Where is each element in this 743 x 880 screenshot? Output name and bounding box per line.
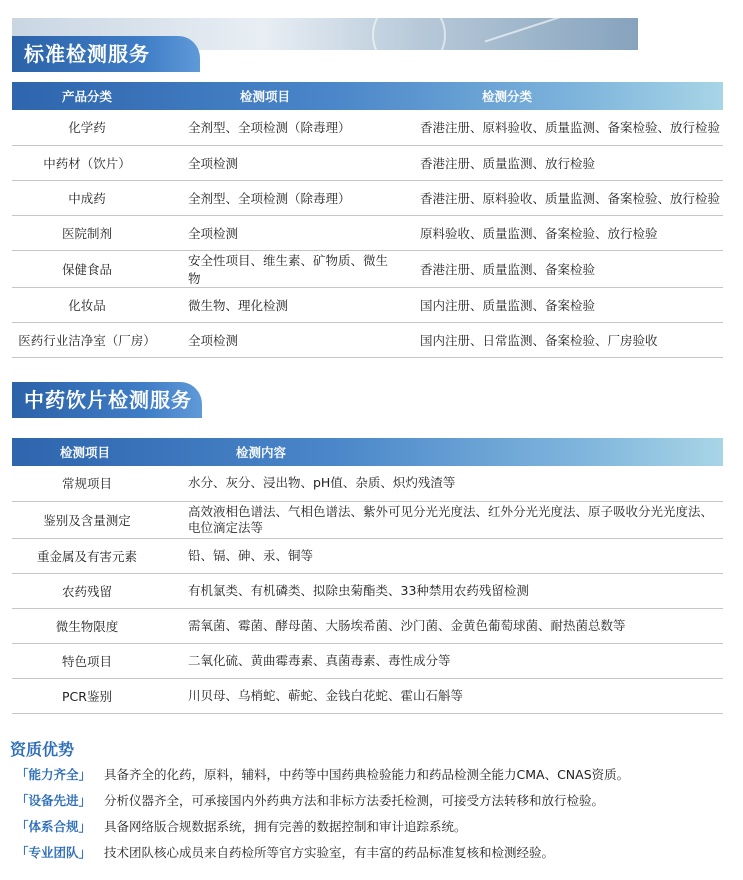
table-row: [12, 110, 723, 145]
cell-type: 香港注册、原料验收、质量监测、备案检验、放行检验: [392, 110, 723, 145]
table-header-row: [12, 82, 723, 110]
cell-items: 安全性项目、维生素、矿物质、微生物: [162, 250, 392, 287]
cell-item: 特色项目: [12, 643, 162, 678]
cell-category: 化妆品: [12, 287, 162, 322]
qualification-text: 具备网络版合规数据系统，拥有完善的数据控制和审计追踪系统。: [104, 819, 467, 834]
column-header-type: 检测分类: [482, 89, 533, 104]
cell-content: 铅、镉、砷、汞、铜等: [162, 538, 723, 573]
cell-type: 香港注册、原料验收、质量监测、备案检验、放行检验: [392, 180, 723, 215]
qualification-text: 分析仪器齐全，可承接国内外药典方法和非标方法委托检测，可接受方法转移和放行检验。: [104, 793, 605, 808]
cell-type: 香港注册、质量监测、放行检验: [392, 145, 723, 180]
cell-content: 有机氯类、有机磷类、拟除虫菊酯类、33种禁用农药残留检测: [162, 573, 723, 608]
table-header-row: [12, 438, 723, 466]
cell-item: 重金属及有害元素: [12, 538, 162, 573]
cell-items: 全项检测: [162, 145, 392, 180]
cell-content: 川贝母、乌梢蛇、蕲蛇、金钱白花蛇、霍山石斛等: [162, 678, 723, 713]
qualifications-title: 资质优势: [10, 740, 75, 759]
cell-content-line-2: 电位滴定法等: [188, 519, 264, 535]
qualifications-section: [10, 738, 730, 866]
cell-content: 需氧菌、霉菌、酵母菌、大肠埃希菌、沙门菌、金黄色葡萄球菌、耐热菌总数等: [162, 608, 723, 643]
cell-type: 国内注册、质量监测、备案检验: [392, 287, 723, 322]
table-row: [12, 215, 723, 250]
cell-category: 中药材（饮片）: [12, 145, 162, 180]
table-row: [12, 287, 723, 322]
cell-category: 医院制剂: [12, 215, 162, 250]
cell-content-line-1: 高效液相色谱法、气相色谱法、紫外可见分光光度法、红外分光光度法、原子吸收分光光度法、: [188, 503, 714, 519]
qualification-item: [10, 840, 730, 866]
tcm-section-header: [12, 364, 638, 414]
table-row: [12, 573, 723, 608]
table-row: [12, 250, 723, 287]
standard-services-table: [12, 82, 723, 358]
table-row: [12, 643, 723, 678]
cell-type: 国内注册、日常监测、备案检验、厂房验收: [392, 322, 723, 357]
table-row: [12, 608, 723, 643]
standard-section-title: 标准检测服务: [12, 36, 200, 72]
qualification-tag: 「专业团队」: [16, 845, 92, 860]
cell-items: 全项检测: [162, 215, 392, 250]
cell-category: 医药行业洁净室（厂房）: [12, 322, 162, 357]
table-row: [12, 145, 723, 180]
table-row: [12, 538, 723, 573]
cell-content: [162, 501, 723, 538]
column-header-item: 检测项目: [60, 445, 111, 460]
column-header-category: 产品分类: [61, 89, 112, 104]
cell-type: 原料验收、质量监测、备案检验、放行检验: [392, 215, 723, 250]
qualification-item: [10, 762, 730, 788]
table-row: [12, 678, 723, 713]
standard-section-header: [12, 18, 638, 68]
table-row: [12, 322, 723, 357]
cell-item: 农药残留: [12, 573, 162, 608]
cell-items: 全项检测: [162, 322, 392, 357]
qualification-text: 具备齐全的化药，原料，辅料，中药等中国药典检验能力和药品检测全能力CMA、CNAS资质。: [104, 767, 630, 782]
qualification-item: [10, 814, 730, 840]
cell-type: 香港注册、质量监测、备案检验: [392, 250, 723, 287]
qualification-item: [10, 788, 730, 814]
cell-items: 全剂型、全项检测（除毒理）: [162, 110, 392, 145]
qualification-text: 技术团队核心成员来自药检所等官方实验室，有丰富的药品标准复核和检测经验。: [104, 845, 555, 860]
cell-item: 常规项目: [12, 466, 162, 501]
cell-content: 二氧化硫、黄曲霉毒素、真菌毒素、毒性成分等: [162, 643, 723, 678]
cell-category: 中成药: [12, 180, 162, 215]
table-row: [12, 466, 723, 501]
cell-items: 全剂型、全项检测（除毒理）: [162, 180, 392, 215]
qualification-tag: 「体系合规」: [16, 819, 92, 834]
cell-item: 鉴别及含量测定: [12, 501, 162, 538]
cell-item: PCR鉴别: [12, 678, 162, 713]
cell-category: 化学药: [12, 110, 162, 145]
cell-category: 保健食品: [12, 250, 162, 287]
column-header-items: 检测项目: [240, 89, 291, 104]
cell-content: 水分、灰分、浸出物、pH值、杂质、炽灼残渣等: [162, 466, 723, 501]
table-row: [12, 501, 723, 538]
qualification-tag: 「能力齐全」: [16, 767, 92, 782]
table-row: [12, 180, 723, 215]
cell-items: 微生物、理化检测: [162, 287, 392, 322]
cell-item: 微生物限度: [12, 608, 162, 643]
qualification-tag: 「设备先进」: [16, 793, 92, 808]
tcm-services-table: [12, 438, 723, 714]
tcm-section-title: 中药饮片检测服务: [12, 382, 202, 418]
column-header-content: 检测内容: [236, 445, 287, 460]
